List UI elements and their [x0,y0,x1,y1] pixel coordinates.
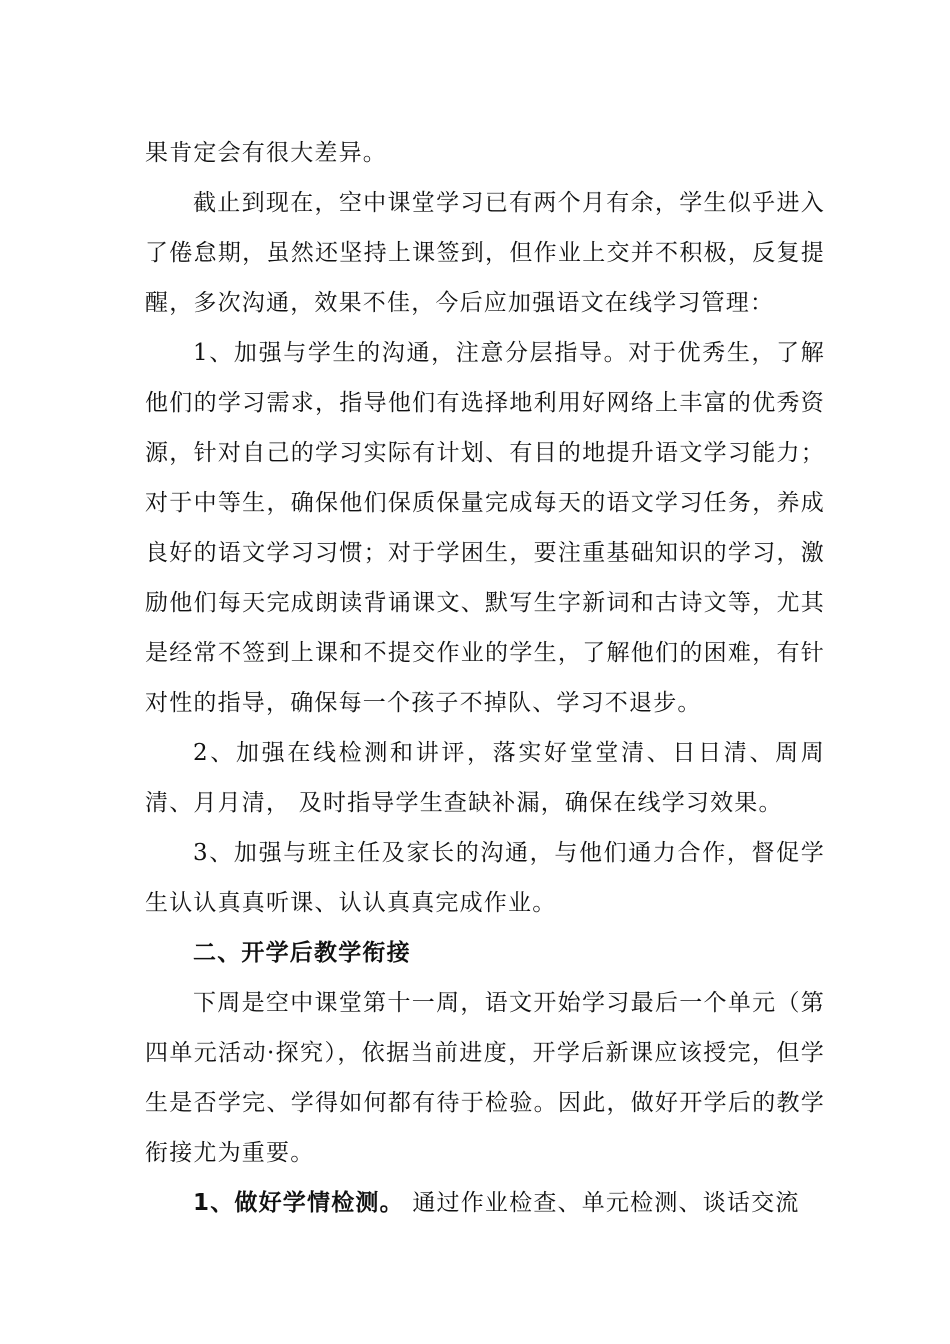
paragraph-item-1-communication: 1、加强与学生的沟通，注意分层指导。对于优秀生，了解他们的学习需求，指导他们有选择地利用好网络上丰富的优秀资源，针对自己的学习实际有计划、有目的地提升语文学习能力；对于中等生，确保他们保质保量完成每天的语文学习任务，养成良好的语文学习习惯；对于学困生，要注重基础知识的学习，激励他们每天完成朗读背诵课文、默写生字新词和古诗文等，尤其是经常不签到上课和不提交作业的学生，了解他们的困难，有针对性的指导，确保每一个孩子不掉队、学习不退步。 [145,340,825,716]
paragraph-item-2-testing: 2、加强在线检测和讲评，落实好堂堂清、日日清、周周清、月月清， 及时指导学生查缺补漏，确保在线学习效果。 [145,740,825,816]
document-body [145,128,825,1228]
inline-bold-title: 1、做好学情检测。 [193,1190,404,1216]
inline-text: 通过作业检查、单元检测、谈话交流 [403,1190,800,1216]
paragraph-next-week: 下周是空中课堂第十一周，语文开始学习最后一个单元（第四单元活动·探究），依据当前进度，开学后新课应该授完，但学生是否学完、学得如何都有待于检验。因此，做好开学后的教学衔接尤为重要。 [145,990,825,1166]
paragraph-item-3-parents: 3、加强与班主任及家长的沟通，与他们通力合作，督促学生认认真真听课、认认真真完成作业。 [145,840,825,916]
section-heading: 二、开学后教学衔接 [193,940,411,966]
paragraph-item-1-assessment [145,1178,825,1228]
paragraph-online-learning-status: 截止到现在，空中课堂学习已有两个月有余，学生似乎进入了倦怠期，虽然还坚持上课签到，但作业上交并不积极，反复提醒，多次沟通，效果不佳，今后应加强语文在线学习管理： [145,190,825,316]
paragraph-continuation: 果肯定会有很大差异。 [145,140,387,166]
